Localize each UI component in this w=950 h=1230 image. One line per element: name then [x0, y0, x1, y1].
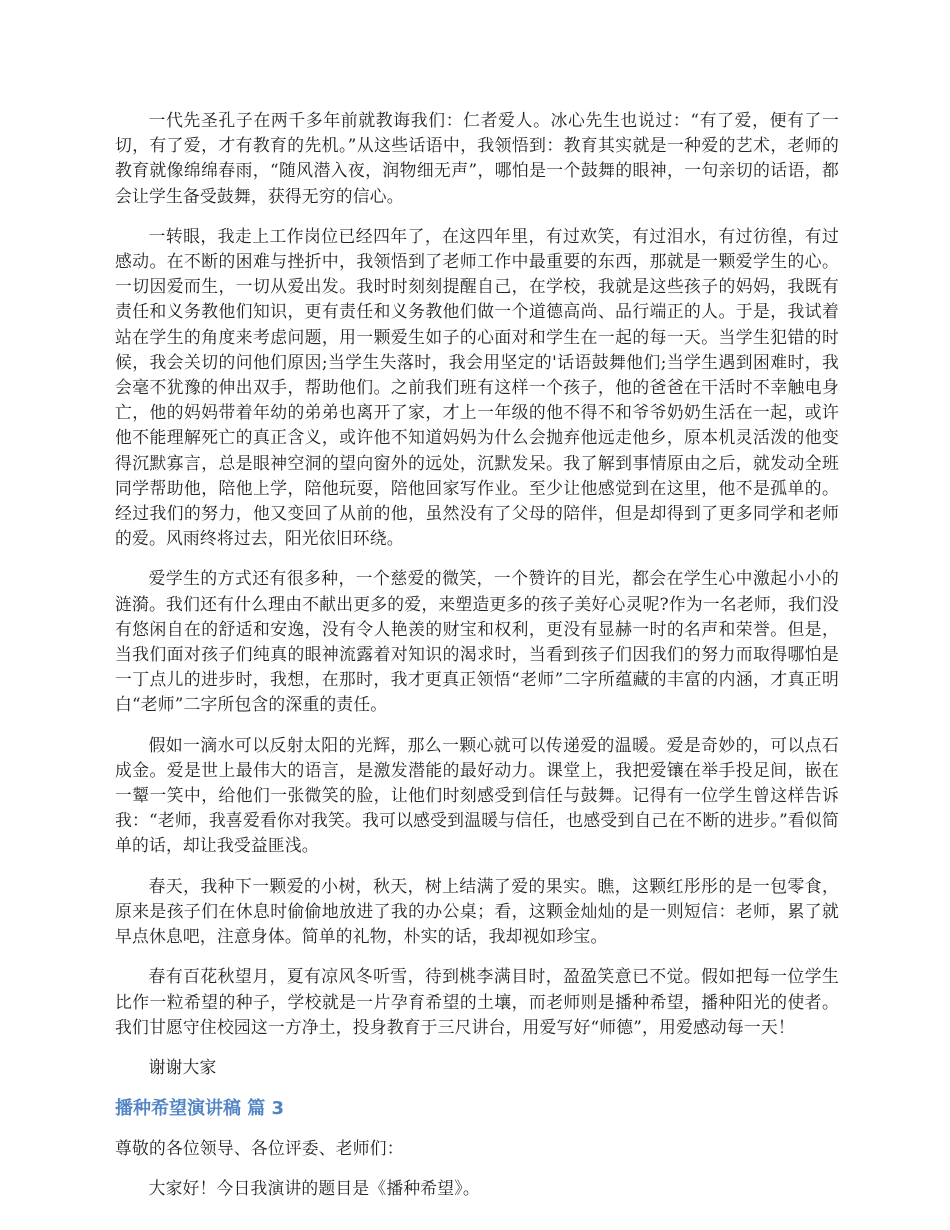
- section-heading: 播种希望演讲稿 篇 3: [115, 1098, 285, 1120]
- opening-line: 大家好！今日我演讲的题目是《播种希望》。: [148, 1178, 480, 1199]
- paragraph-ways-of-love: 爱学生的方式还有很多种，一个慈爱的微笑，一个赞许的目光，都会在学生心中激起小小的涟漪。我们还有什么理由不献出更多的爱，来塑造更多的孩子美好心灵呢?作为一名老师，我们没有悠闲自在的舒适和安逸，没有令人艳羡的财宝和权利，更没有显赫一时的名声和荣誉。但是，当我们面对孩子们纯真的眼神流露着对知识的渴求时，当看到孩子们因我们的努力而取得哪怕是一丁点儿的进步时，我想，在那时，我才更真正领悟“老师”二字所蕴藏的丰富的内涵，才真正明白“老师”二字所包含的深重的责任。: [115, 568, 839, 715]
- paragraph-thanks: 谢谢大家: [148, 1056, 217, 1077]
- document-page: [115, 108, 839, 1217]
- paragraph-hundred-flowers: 春有百花秋望月，夏有凉风冬听雪，待到桃李满目时，盈盈笑意已不觉。假如把每一位学生比作一粒希望的种子，学校就是一片孕育希望的土壤，而老师则是播种希望，播种阳光的使者。我们甘愿守住校园这一方净土，投身教育于三尺讲台，用爱写好“师德”，用爱感动每一天！: [115, 966, 839, 1037]
- paragraph-drop-of-water: 假如一滴水可以反射太阳的光辉，那么一颗心就可以传递爱的温暖。爱是奇妙的，可以点石成金。爱是世上最伟大的语言，是激发潜能的最好动力。课堂上，我把爱镶在举手投足间，嵌在一颦一笑中，给他们一张微笑的脸，让他们时刻感受到信任与鼓舞。记得有一位学生曾这样告诉我：“老师，我喜爱看你对我笑。我可以感受到温暖与信任，也感受到自己在不断的进步。”看似简单的话，却让我受益匪浅。: [115, 734, 839, 856]
- salutation: 尊敬的各位领导、各位评委、老师们：: [115, 1138, 404, 1159]
- paragraph-four-years: 一转眼，我走上工作岗位已经四年了，在这四年里，有过欢笑，有过泪水，有过彷徨，有过感动。在不断的困难与挫折中，我领悟到了老师工作中最重要的东西，那就是一颗爱学生的心。一切因爱而生，一切从爱出发。我时时刻刻提醒自己，在学校，我就是这些孩子的妈妈，我既有责任和义务教他们知识，更有责任和义务教他们做一个道德高尚、品行端正的人。于是，我试着站在学生的角度来考虑问题，用一颗爱生如子的心面对和学生在一起的每一天。当学生犯错的时候，我会关切的问他们原因;当学生失落时，我会用坚定的'话语鼓舞他们;当学生遇到困难时，我会毫不犹豫的伸出双手，帮助他们。之前我们班有这样一个孩子，他的爸爸在干活时不幸触电身亡，他的妈妈带着年幼的弟弟也离开了家，才上一年级的他不得不和爷爷奶奶生活在一起，或许他不能理解死亡的真正含义，或许他不知道妈妈为什么会抛弃他远走他乡，原本机灵活泼的他变得沉默寡言，总是眼神空洞的望向窗外的远处，沉默发呆。我了解到事情原由之后，就发动全班同学帮助他，陪他上学，陪他玩耍，陪他回家写作业。至少让他感觉到在这里，他不是孤单的。经过我们的努力，他又变回了从前的他，虽然没有了父母的陪伴，但是却得到了更多同学和老师的爱。风雨终将过去，阳光依旧环绕。: [115, 225, 839, 549]
- paragraph-spring-tree: 春天，我种下一颗爱的小树，秋天，树上结满了爱的果实。瞧，这颗红彤彤的是一包零食，原来是孩子们在休息时偷偷地放进了我的办公桌；看，这颗金灿灿的是一则短信：老师，累了就早点休息吧，注意身体。简单的礼物，朴实的话，我却视如珍宝。: [115, 875, 839, 947]
- paragraph-confucius: 一代先圣孔子在两千多年前就教诲我们：仁者爱人。冰心先生也说过：“有了爱，便有了一切，有了爱，才有教育的先机。”从这些话语中，我领悟到：教育其实就是一种爱的艺术，老师的教育就像绵绵春雨，“随风潜入夜，润物细无声”，哪怕是一个鼓舞的眼神，一句亲切的话语，都会让学生备受鼓舞，获得无穷的信心。: [115, 110, 839, 206]
